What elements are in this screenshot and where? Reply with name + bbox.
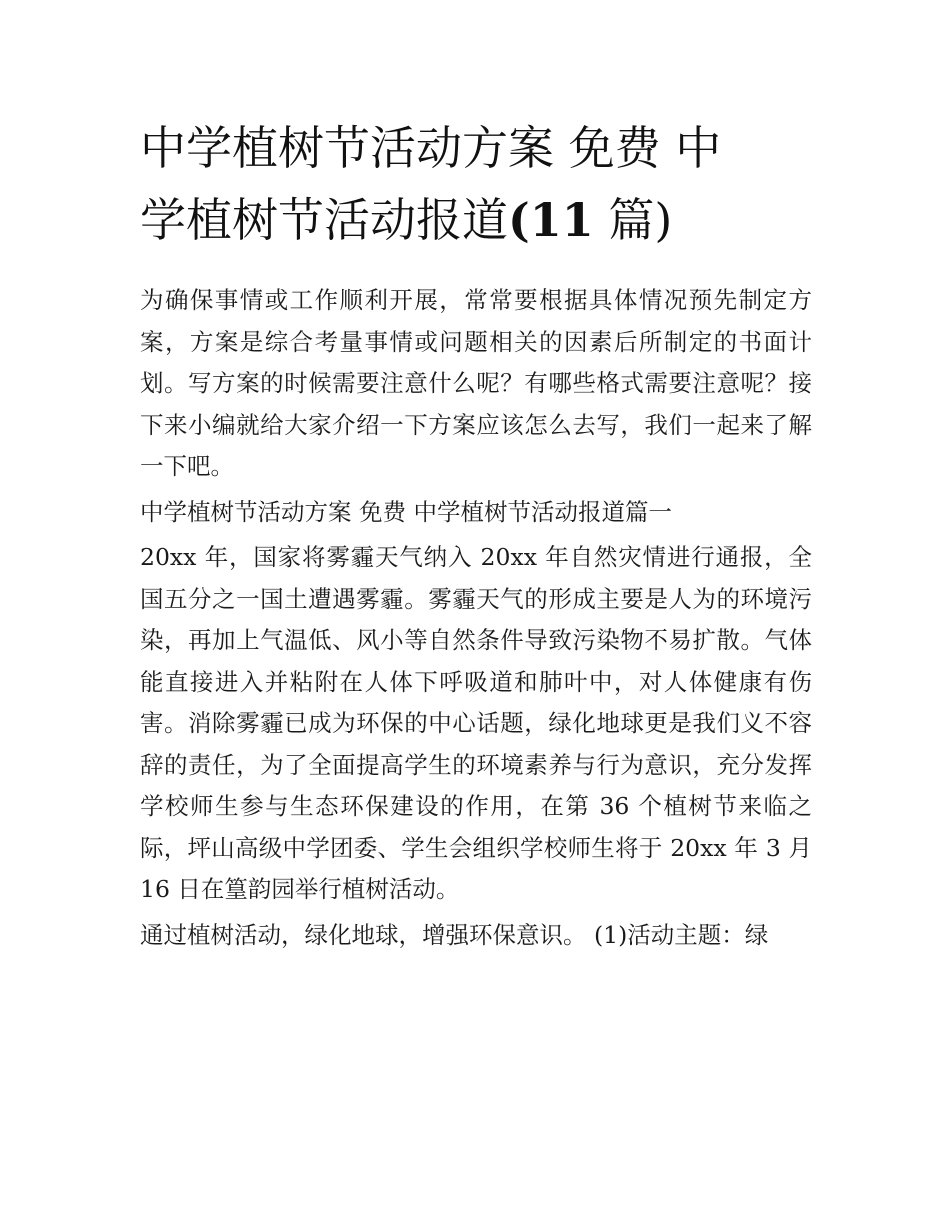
document-content bbox=[140, 112, 812, 956]
title-line-2-number: (11 bbox=[508, 193, 594, 247]
title-line-1: 中学植树节活动方案 免费 中 bbox=[140, 121, 722, 175]
document-title bbox=[140, 112, 812, 256]
section-heading: 中学植树节活动方案 免费 中学植树节活动报道篇一 bbox=[140, 497, 672, 526]
title-line-2-suffix: 篇) bbox=[593, 193, 673, 247]
section-body-paragraph: 20xx 年，国家将雾霾天气纳入 20xx 年自然灾情进行通报，全国五分之一国土遭遇雾霾。雾霾天气的形成主要是人为的环境污染，再加上气温低、风小等自然条件导致污染物不易扩散。气体能直接进入并粘附在人体下呼吸道和肺叶中，对人体健康有伤害。消除雾霾已成为环保的中心话题，绿化地球更是我们义不容辞的责任，为了全面提高学生的环境素养与行为意识，充分发挥学校师生参与生态环保建设的作用，在第 36 个植树节来临之际，坪山高级中学团委、学生会组织学校师生将于 20xx 年 3 月 16 日在篁韵园举行植树活动。 bbox=[140, 543, 812, 903]
title-line-2-prefix: 学植树节活动报道 bbox=[140, 193, 508, 247]
intro-paragraph: 为确保事情或工作顺利开展，常常要根据具体情况预先制定方案，方案是综合考量事情或问题相关的因素后所制定的书面计划。写方案的时候需要注意什么呢？有哪些格式需要注意呢？接下来小编就给大家介绍一下方案应该怎么去写，我们一起来了解一下吧。 bbox=[140, 286, 812, 480]
activity-paragraph: 通过植树活动，绿化地球，增强环保意识。 (1)活动主题：绿 bbox=[140, 920, 769, 949]
